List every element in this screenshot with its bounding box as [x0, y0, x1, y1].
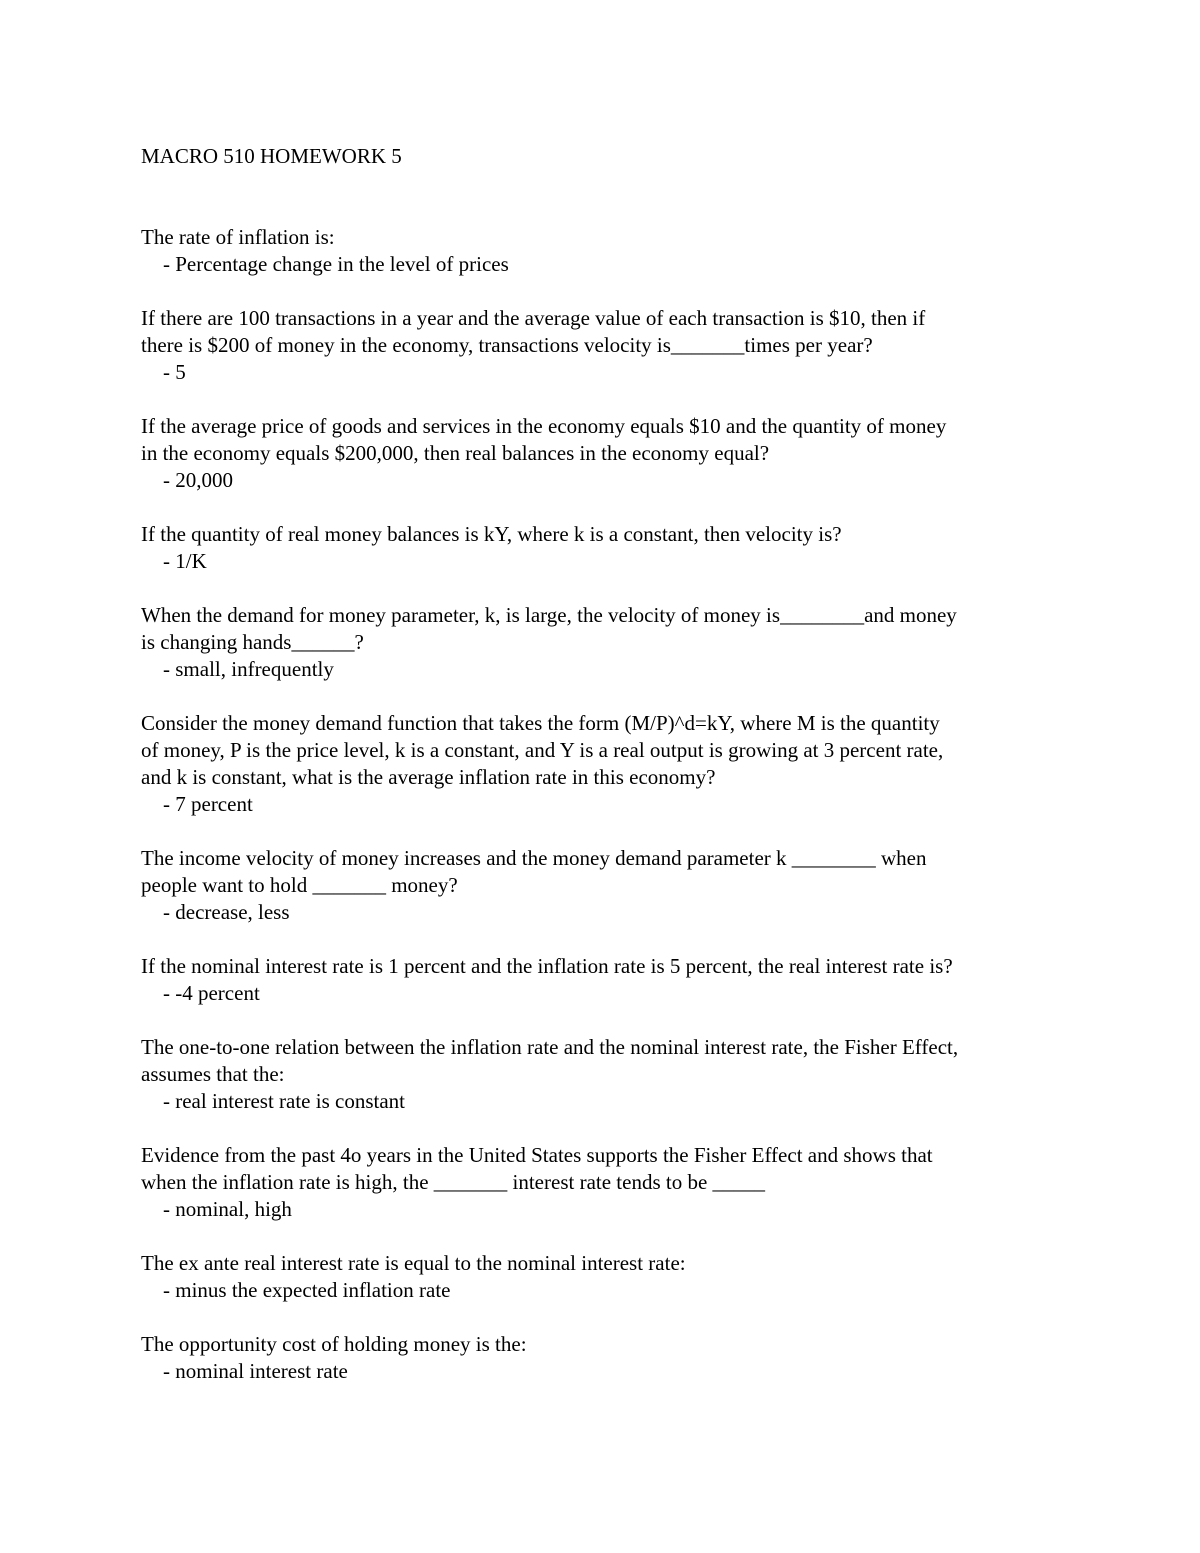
answer-text: - Percentage change in the level of prices	[163, 252, 509, 276]
question-block	[141, 602, 1071, 683]
question-block	[141, 953, 1071, 1007]
answer-text: - 20,000	[163, 468, 233, 492]
question-block	[141, 1034, 1071, 1115]
answer-text: - 7 percent	[163, 792, 253, 816]
question-text: The opportunity cost of holding money is the:	[141, 1332, 527, 1356]
question-text: When the demand for money parameter, k, is large, the velocity of money is________and money is changing hands______?	[141, 603, 957, 654]
answer-text: - 1/K	[163, 549, 207, 573]
question-text: The one-to-one relation between the inflation rate and the nominal interest rate, the Fisher Effect, assumes that the:	[141, 1035, 959, 1086]
question-block	[141, 413, 1071, 494]
question-block	[141, 1142, 1071, 1223]
question-text: Consider the money demand function that takes the form (M/P)^d=kY, where M is the quantity of money, P is the price level, k is a constant, and Y is a real output is growing at 3 percent rate, and k is constant, what is the average inflation rate in this economy?	[141, 711, 944, 789]
page-title: MACRO 510 HOMEWORK 5	[141, 144, 402, 168]
question-text: If the average price of goods and services in the economy equals $10 and the quantity of money in the economy equals $200,000, then real balances in the economy equal?	[141, 414, 947, 465]
question-block	[141, 1250, 1071, 1304]
question-list	[141, 224, 1071, 1412]
question-text: The ex ante real interest rate is equal to the nominal interest rate:	[141, 1251, 686, 1275]
question-text: If there are 100 transactions in a year and the average value of each transaction is $10, then if there is $200 of money in the economy, transactions velocity is_______times per year?	[141, 306, 926, 357]
question-text: Evidence from the past 4o years in the United States supports the Fisher Effect and shows that when the inflation rate is high, the _______ interest rate tends to be _____	[141, 1143, 933, 1194]
question-block	[141, 305, 1071, 386]
question-text: If the nominal interest rate is 1 percent and the inflation rate is 5 percent, the real interest rate is?	[141, 954, 953, 978]
answer-text: - real interest rate is constant	[163, 1089, 405, 1113]
question-text: If the quantity of real money balances is kY, where k is a constant, then velocity is?	[141, 522, 842, 546]
answer-text: - decrease, less	[163, 900, 290, 924]
question-block	[141, 1331, 1071, 1385]
answer-text: - -4 percent	[163, 981, 260, 1005]
question-block	[141, 845, 1071, 926]
question-text: The income velocity of money increases and the money demand parameter k ________ when people want to hold _______ money?	[141, 846, 927, 897]
question-block	[141, 224, 1071, 278]
answer-text: - nominal, high	[163, 1197, 292, 1221]
answer-text: - nominal interest rate	[163, 1359, 348, 1383]
question-block	[141, 521, 1071, 575]
question-text: The rate of inflation is:	[141, 225, 335, 249]
answer-text: - minus the expected inflation rate	[163, 1278, 451, 1302]
answer-text: - small, infrequently	[163, 657, 334, 681]
question-block	[141, 710, 1071, 818]
answer-text: - 5	[163, 360, 186, 384]
